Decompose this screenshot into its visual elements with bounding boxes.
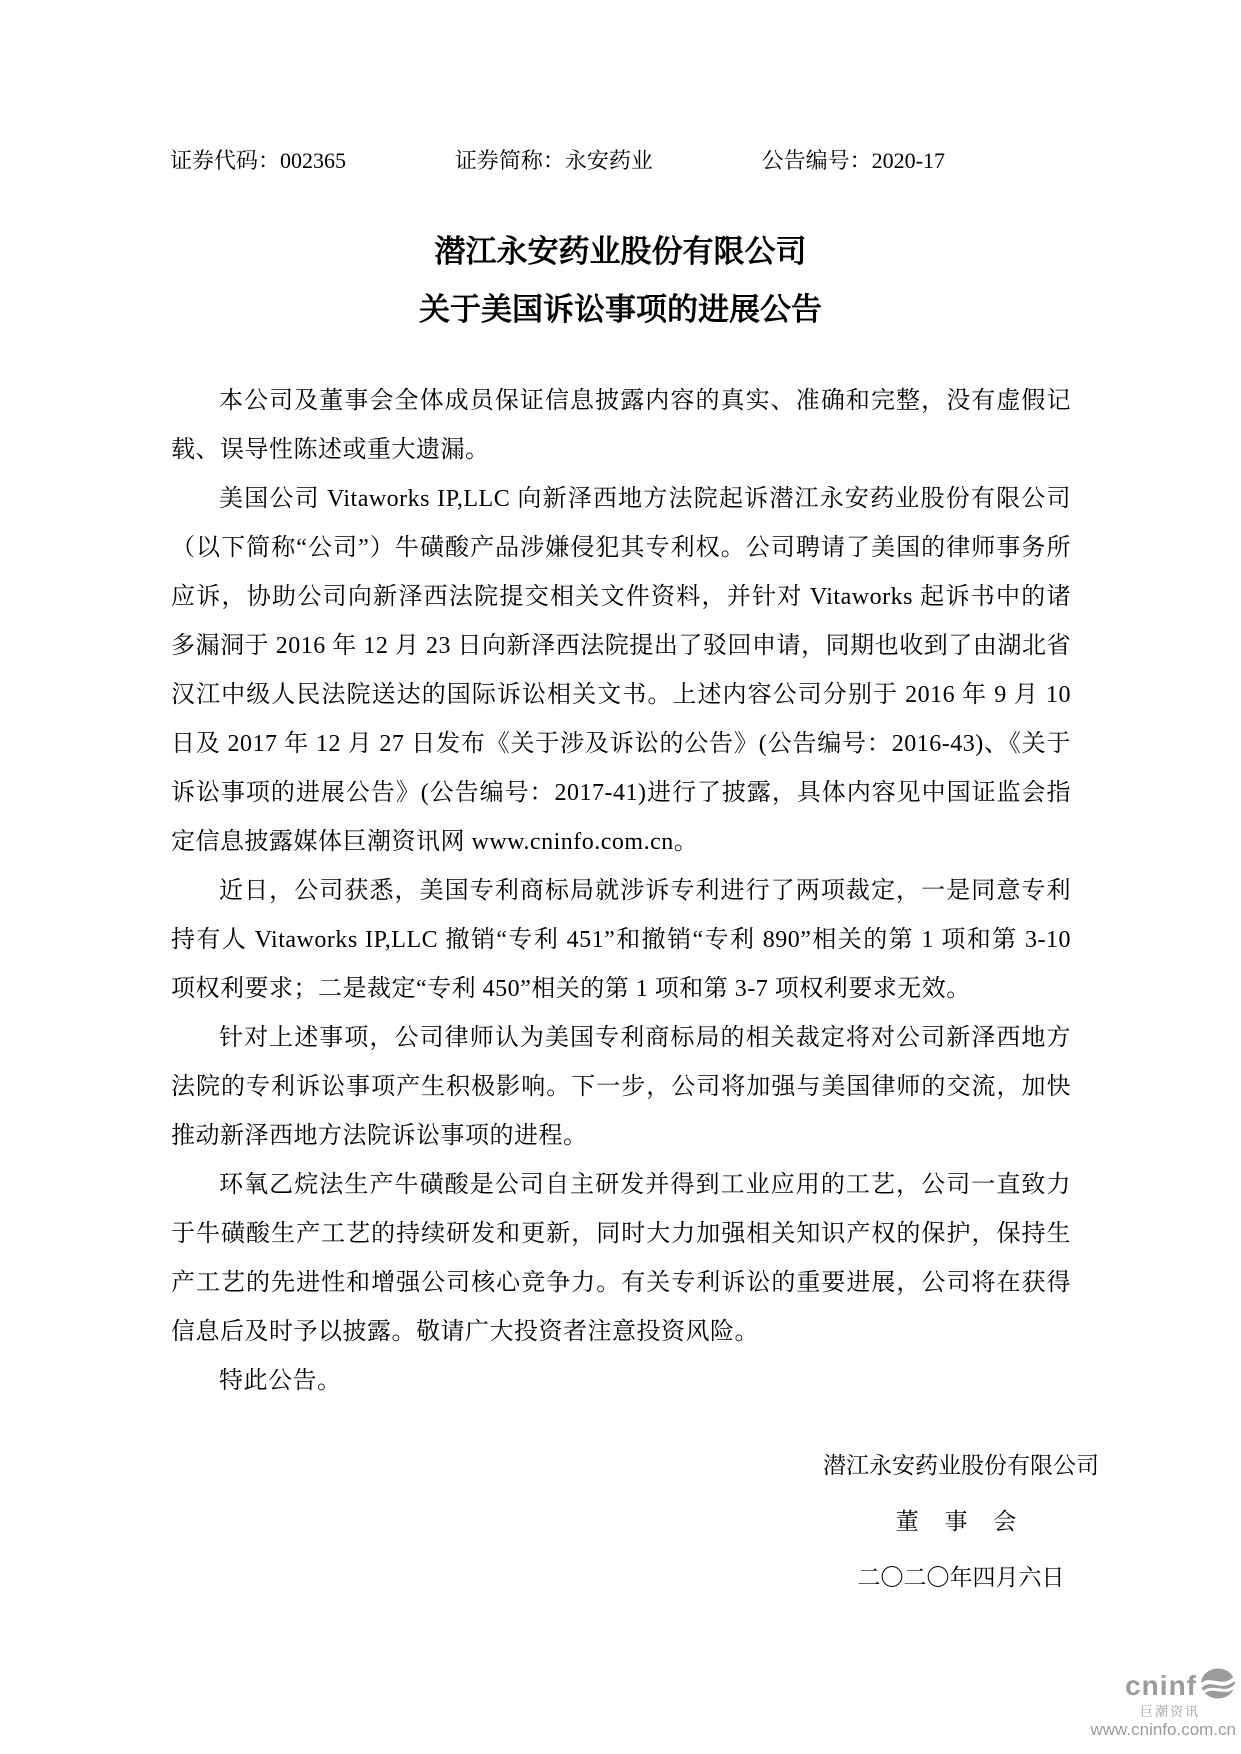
stock-code: 证券代码：002365 — [170, 148, 347, 173]
body-paragraph: 近日，公司获悉，美国专利商标局就涉诉专利进行了两项裁定，一是同意专利持有人 Vitaworks IP,LLC 撤销“专利 451”和撤销“专利 890”相关的第 1 项和第 3-10 项权利要求；二是裁定“专利 450”相关的第 1 项和第 3-7 项权利要求无效。 — [171, 878, 1071, 1002]
title-company-name: 潜江永安药业股份有限公司 — [434, 234, 807, 269]
body-paragraph: 环氧乙烷法生产牛磺酸是公司自主研发并得到工业应用的工艺，公司一直致力于牛磺酸生产工艺的持续研发和更新，同时大力加强相关知识产权的保护，保持生产工艺的先进性和增强公司核心竞争力。有关专利诉讼的重要进展，公司将在获得信息后及时予以披露。敬请广大投资者注意投资风险。 — [171, 1172, 1071, 1345]
announcement-number: 公告编号：2020-17 — [761, 148, 945, 173]
signature-board: 董 事 会 — [895, 1509, 1027, 1534]
closing-paragraph: 特此公告。 — [219, 1368, 342, 1394]
document-title — [0, 232, 1241, 330]
signature-company: 潜江永安药业股份有限公司 — [823, 1453, 1099, 1478]
document-header — [170, 146, 945, 176]
body-paragraph: 针对上述事项，公司律师认为美国专利商标局的相关裁定将对公司新泽西地方法院的专利诉讼事项产生积极影响。下一步，公司将加强与美国律师的交流，加快推动新泽西地方法院诉讼事项的进程。 — [171, 1025, 1071, 1149]
cninfo-watermark — [1091, 1668, 1237, 1740]
stock-name: 证券简称：永安药业 — [454, 148, 653, 173]
cninfo-swirl-icon — [1200, 1668, 1236, 1704]
title-subject: 关于美国诉讼事项的进展公告 — [419, 292, 822, 327]
cninfo-url: www.cninfo.com.cn — [1090, 1720, 1236, 1740]
cninfo-site-name: 巨潮资讯 — [1139, 1704, 1200, 1720]
body-paragraph: 美国公司 Vitaworks IP,LLC 向新泽西地方法院起诉潜江永安药业股份有限公司（以下简称“公司”）牛磺酸产品涉嫌侵犯其专利权。公司聘请了美国的律师事务所应诉，协助公司向新泽西法院提交相关文件资料，并针对 Vitaworks 起诉书中的诸多漏洞于 2016 年 12 月 23 日向新泽西法院提出了驳回申请，同期也收到了由湖北省汉江中级人民法院送达的国际诉讼相关文书。上述内容公司分别于 2016 年 9 月 10 日及 2017 年 12 月 27 日发布《关于涉及诉讼的公告》(公告编号：2016-43)、《关于诉讼事项的进展公告》(公告编号：2017-41)进行了披露，具体内容见中国证监会指定信息披露媒体巨潮资讯网 www.cninfo.com.cn。 — [171, 486, 1071, 855]
body-paragraphs — [171, 475, 1071, 1357]
disclaimer-paragraph: 本公司及董事会全体成员保证信息披露内容的真实、准确和完整，没有虚假记载、误导性陈述或重大遗漏。 — [171, 388, 1071, 463]
signature-date: 二〇二〇年四月六日 — [857, 1565, 1065, 1590]
signature-block — [801, 1438, 1121, 1606]
cninfo-logo-row — [1091, 1668, 1237, 1704]
announcement-body — [171, 377, 1071, 1406]
cninfo-logo-text: cninf — [1125, 1669, 1197, 1701]
